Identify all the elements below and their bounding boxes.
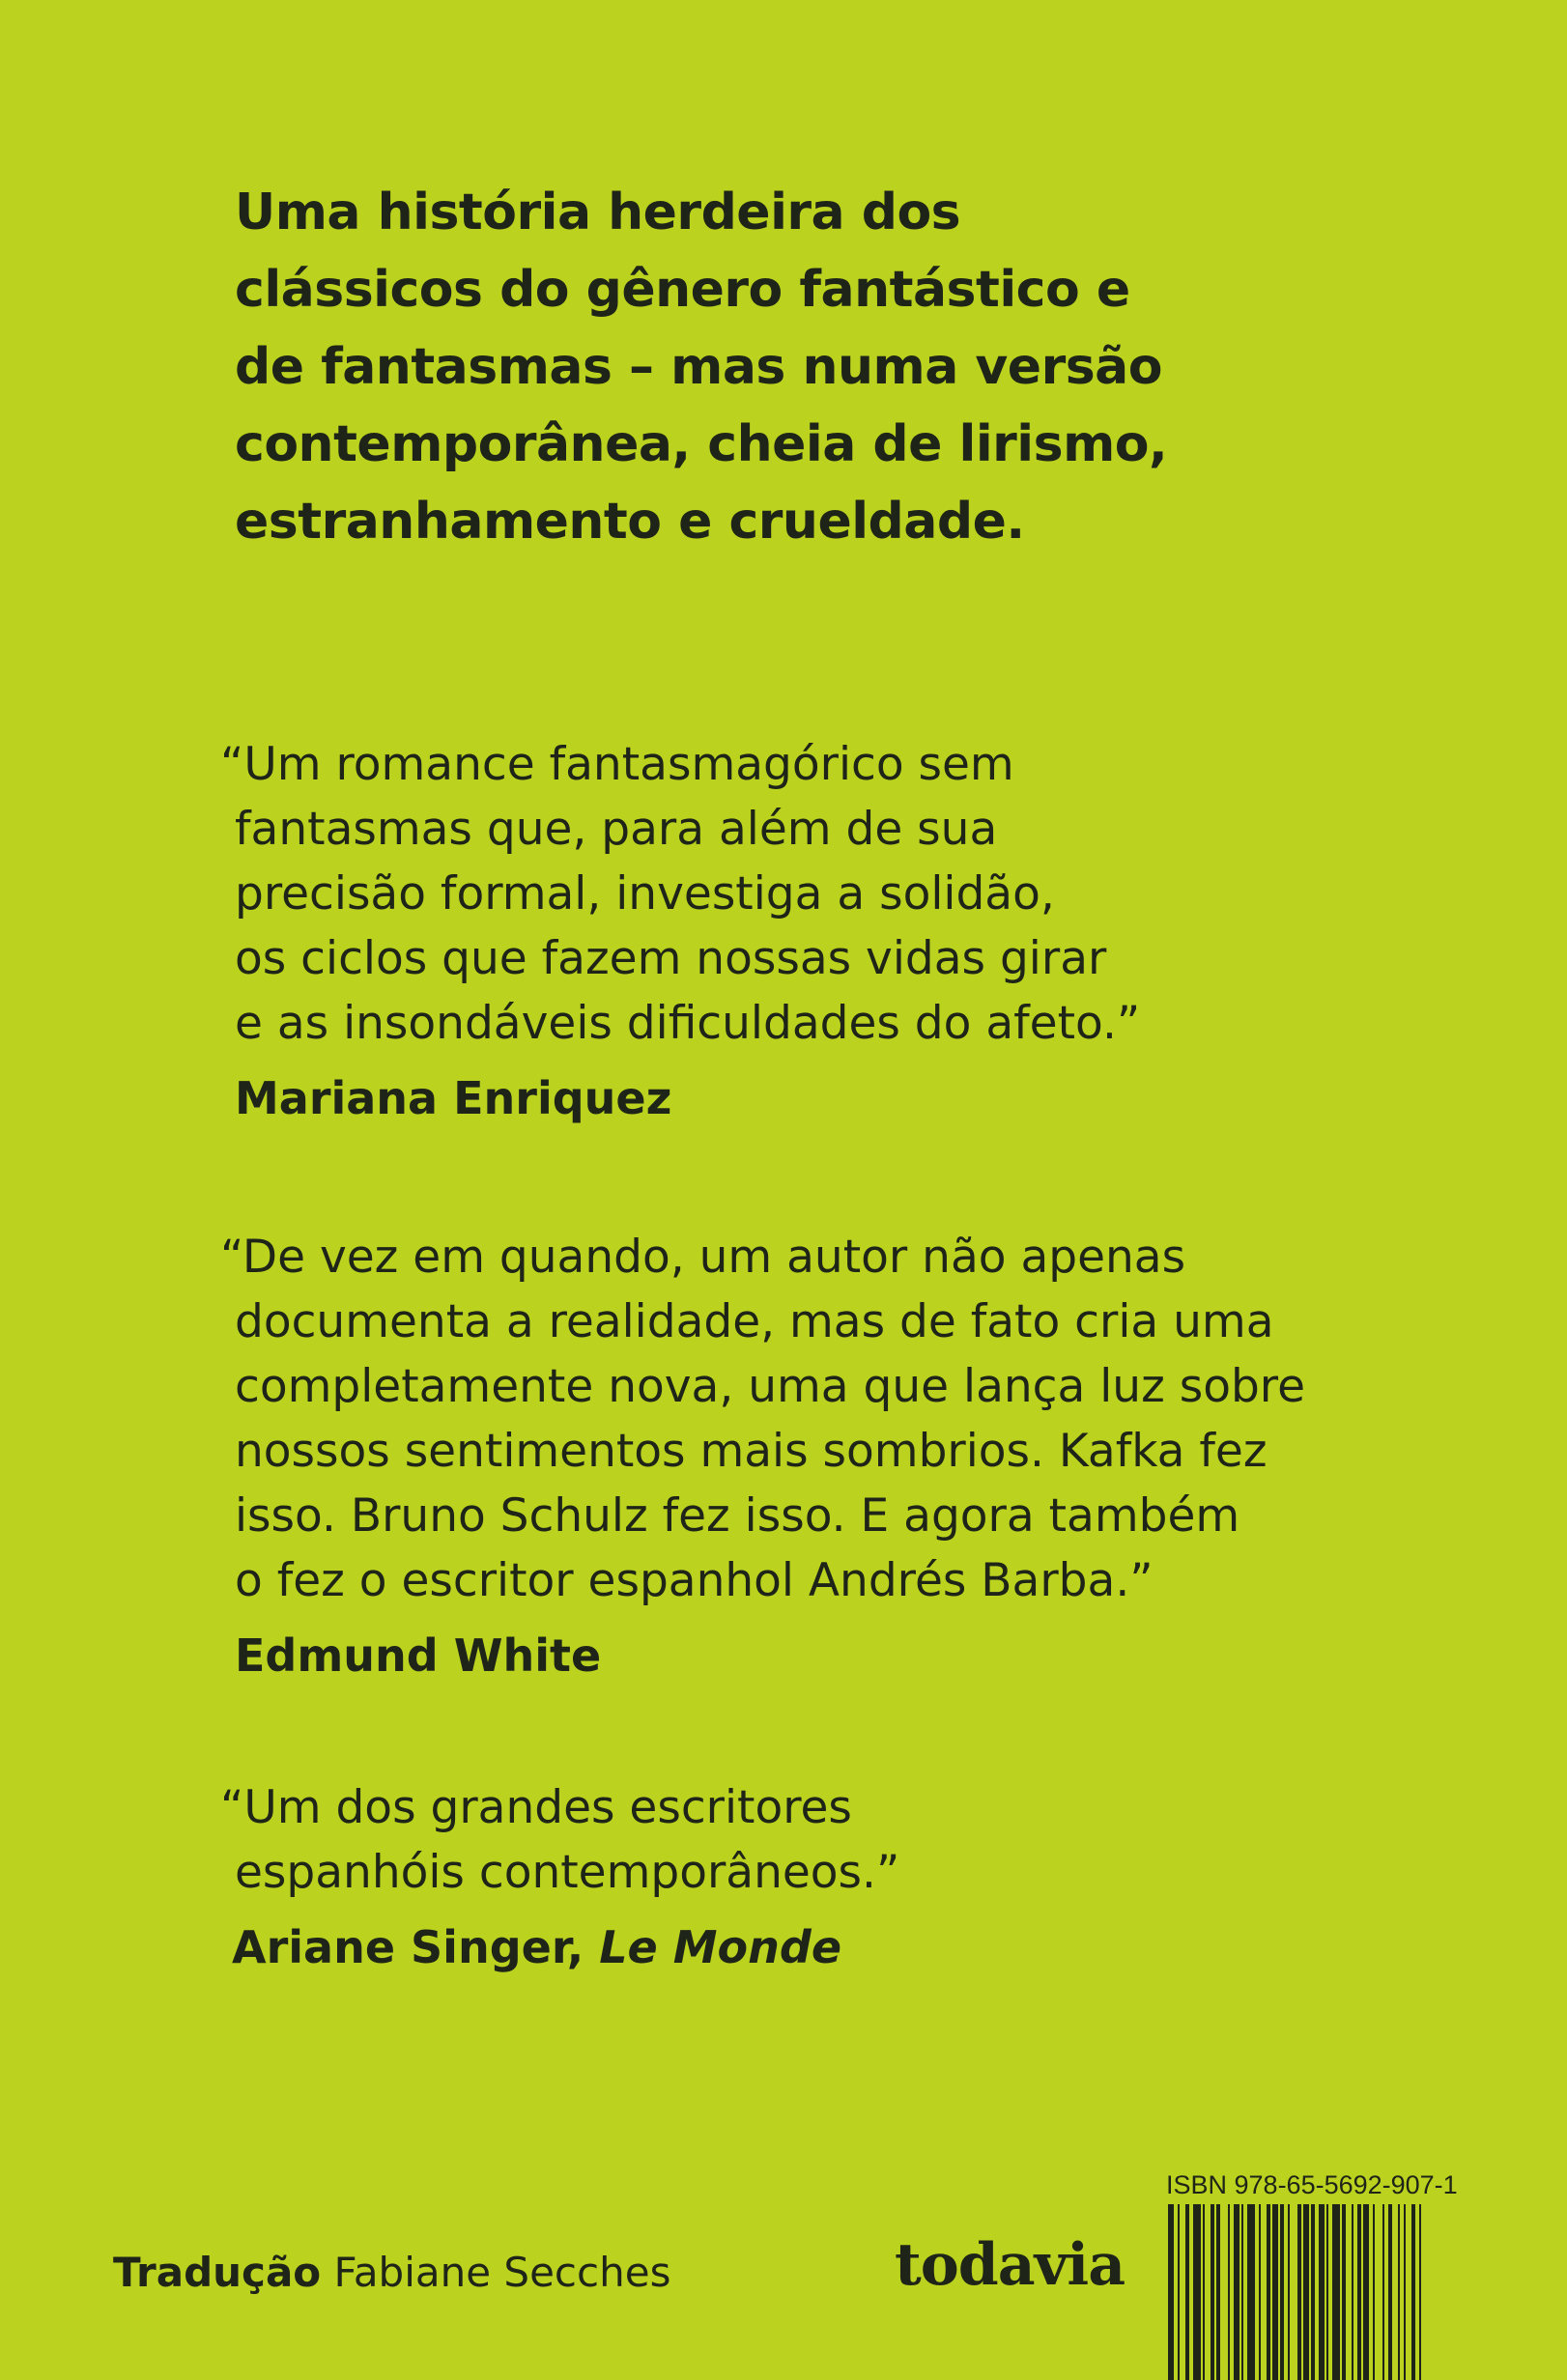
translator-name: Fabiane Secches xyxy=(333,2249,671,2296)
quote-publication: Le Monde xyxy=(599,1921,842,1973)
headline-line: estranhamento e crueldade. xyxy=(235,493,1025,551)
barcode-bar xyxy=(1247,2204,1255,2380)
quote-line: completamente nova, uma que lança luz sobre xyxy=(235,1360,1305,1413)
quote-line: o fez o escritor espanhol Andrés Barba.” xyxy=(235,1554,1154,1607)
barcode-image xyxy=(1166,2204,1446,2380)
barcode-bar xyxy=(1178,2204,1180,2380)
quote-author: Edmund White xyxy=(235,1629,602,1682)
barcode-bar xyxy=(1259,2204,1261,2380)
quote-line: “Um romance fantasmagórico sem xyxy=(220,738,1014,791)
barcode-bar xyxy=(1419,2204,1421,2380)
quote-line: documenta a realidade, mas de fato cria uma xyxy=(235,1295,1274,1348)
barcode-bar xyxy=(1185,2204,1189,2380)
barcode-bar xyxy=(1168,2204,1174,2380)
quote-attribution xyxy=(235,1069,1380,1127)
barcode-bar xyxy=(1228,2204,1230,2380)
barcode-bar xyxy=(1267,2204,1270,2380)
quote-author: Ariane Singer, xyxy=(232,1921,584,1973)
quote-line: nossos sentimentos mais sombrios. Kafka fez xyxy=(235,1425,1268,1478)
barcode-bar xyxy=(1342,2204,1346,2380)
translation-label: Tradução xyxy=(113,2249,322,2296)
barcode-bar xyxy=(1288,2204,1290,2380)
barcode-bar xyxy=(1382,2204,1384,2380)
barcode-bar xyxy=(1357,2204,1361,2380)
barcode-bar xyxy=(1388,2204,1392,2380)
quote-line: fantasmas que, para além de sua xyxy=(235,803,998,856)
blurb-quote xyxy=(220,732,1380,1127)
quote-attribution xyxy=(232,1918,1380,1976)
quote-line: “De vez em quando, um autor não apenas xyxy=(220,1231,1186,1284)
isbn-number: ISBN 978-65-5692-907-1 xyxy=(1166,2170,1458,2199)
barcode-bar xyxy=(1211,2204,1214,2380)
quote-text xyxy=(220,1225,1380,1613)
barcode-bar xyxy=(1363,2204,1369,2380)
barcode-bar xyxy=(1280,2204,1284,2380)
barcode-bar xyxy=(1203,2204,1205,2380)
quote-author: Mariana Enriquez xyxy=(235,1072,672,1124)
barcode-bar xyxy=(1373,2204,1375,2380)
barcode-bar xyxy=(1319,2204,1325,2380)
quote-line: isso. Bruno Schulz fez isso. E agora também xyxy=(235,1489,1240,1543)
barcode-bar xyxy=(1297,2204,1301,2380)
barcode-bar xyxy=(1326,2204,1328,2380)
translation-credit xyxy=(113,2246,670,2300)
blurb-quote xyxy=(220,1225,1380,1685)
quote-line: os ciclos que fazem nossas vidas girar xyxy=(235,932,1107,985)
barcode-bar xyxy=(1303,2204,1309,2380)
barcode-bar xyxy=(1311,2204,1315,2380)
barcode-bar xyxy=(1404,2204,1406,2380)
barcode-bar xyxy=(1234,2204,1239,2380)
blurb-quote xyxy=(220,1775,1380,1976)
quote-attribution xyxy=(235,1627,1380,1685)
quote-text xyxy=(220,732,1380,1056)
headline xyxy=(235,174,1297,560)
barcode-bar xyxy=(1332,2204,1340,2380)
headline-line: clássicos do gênero fantástico e xyxy=(235,261,1130,319)
quote-line: e as insondáveis dificuldades do afeto.” xyxy=(235,997,1141,1050)
barcode-bar xyxy=(1241,2204,1243,2380)
barcode-bar xyxy=(1398,2204,1400,2380)
barcode-bar xyxy=(1272,2204,1278,2380)
quote-text xyxy=(220,1775,1380,1905)
barcode-bar xyxy=(1216,2204,1220,2380)
barcode-bar xyxy=(1193,2204,1201,2380)
barcode-bar xyxy=(1352,2204,1353,2380)
quote-line: espanhóis contemporâneos.” xyxy=(235,1846,900,1899)
barcode-bar xyxy=(1411,2204,1415,2380)
headline-line: de fantasmas – mas numa versão xyxy=(235,338,1162,396)
quote-line: “Um dos grandes escritores xyxy=(220,1781,852,1834)
headline-line: Uma história herdeira dos xyxy=(235,184,961,241)
quote-line: precisão formal, investiga a solidão, xyxy=(235,867,1055,921)
publisher-logo: todavia xyxy=(895,2231,1125,2299)
headline-line: contemporânea, cheia de lirismo, xyxy=(235,415,1168,473)
